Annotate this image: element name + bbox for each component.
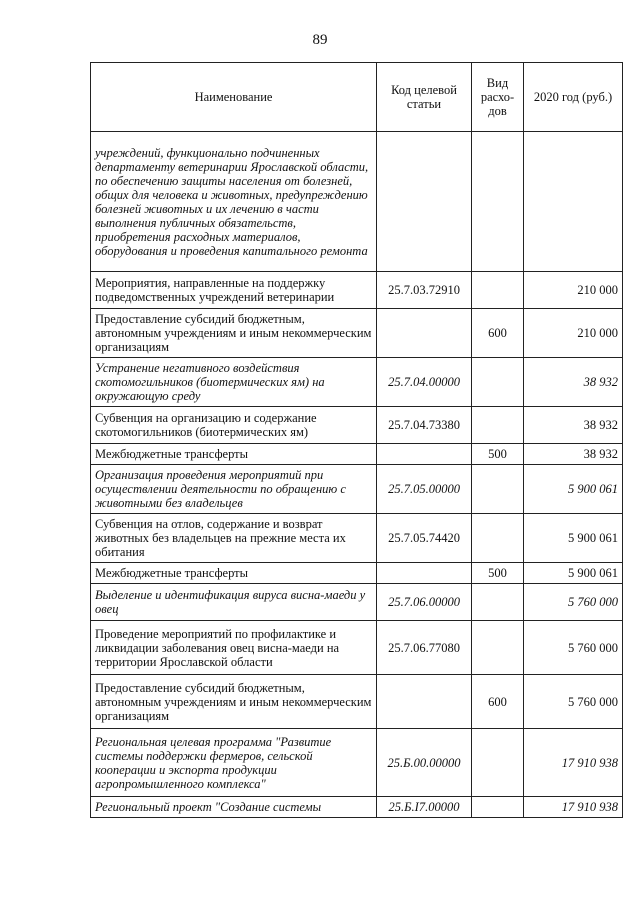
cell-vid [472,797,524,818]
table-row [91,309,623,358]
cell-name: Межбюджетные трансферты [91,563,377,584]
header-code: Код целевой статьи [377,63,472,132]
cell-name: Региональная целевая программа "Развитие системы поддержки фермеров, сельской кооперации и экспорта продукции агропромышленного комплекса" [91,729,377,797]
table-row [91,272,623,309]
cell-sum: 210 000 [524,272,623,309]
cell-vid: 500 [472,444,524,465]
cell-sum: 38 932 [524,358,623,407]
cell-sum [524,132,623,272]
cell-name: Мероприятия, направленные на поддержку подведомственных учреждений ветеринарии [91,272,377,309]
cell-vid [472,621,524,675]
cell-name: Предоставление субсидий бюджетным, автономным учреждениям и иным некоммерческим организациям [91,675,377,729]
cell-sum: 5 760 000 [524,621,623,675]
cell-name: Устранение негативного воздействия скотомогильников (биотермических ям) на окружающую среду [91,358,377,407]
cell-vid [472,358,524,407]
cell-code [377,563,472,584]
table-header-row [91,63,623,132]
cell-vid: 600 [472,309,524,358]
cell-code [377,444,472,465]
table-row [91,358,623,407]
cell-vid [472,407,524,444]
cell-name: Межбюджетные трансферты [91,444,377,465]
cell-name: Выделение и идентификация вируса висна-маеди у овец [91,584,377,621]
cell-name: Региональный проект "Создание системы [91,797,377,818]
cell-sum: 38 932 [524,407,623,444]
cell-vid [472,729,524,797]
cell-sum: 17 910 938 [524,797,623,818]
table-row [91,407,623,444]
cell-code: 25.7.05.00000 [377,465,472,514]
cell-name: учреждений, функционально подчиненных департаменту ветеринарии Ярославской области, по обеспечению защиты населения от болезней, общих для человека и животных, предупреждению болезней животных и их лечению в части выполнения публичных обязательств, приобретения расходных материалов, оборудования и проведения капитального ремонта [91,132,377,272]
cell-code: 25.7.04.73380 [377,407,472,444]
cell-code: 25.7.06.00000 [377,584,472,621]
cell-sum: 5 900 061 [524,563,623,584]
table-row [91,797,623,818]
cell-name: Субвенция на организацию и содержание скотомогильников (биотермических ям) [91,407,377,444]
cell-code: 25.7.05.74420 [377,514,472,563]
cell-sum: 5 900 061 [524,465,623,514]
table-row [91,729,623,797]
table-row [91,444,623,465]
cell-code: 25.7.06.77080 [377,621,472,675]
cell-code: 25.Б.00.00000 [377,729,472,797]
table-row [91,563,623,584]
cell-sum: 17 910 938 [524,729,623,797]
table-row [91,132,623,272]
header-sum: 2020 год (руб.) [524,63,623,132]
cell-sum: 210 000 [524,309,623,358]
table-row [91,514,623,563]
cell-vid [472,584,524,621]
cell-code [377,132,472,272]
cell-name: Субвенция на отлов, содержание и возврат животных без владельцев на прежние места их обитания [91,514,377,563]
cell-name: Организация проведения мероприятий при осуществлении деятельности по обращению с животными без владельцев [91,465,377,514]
table-row [91,621,623,675]
table-body [91,132,623,818]
cell-code [377,675,472,729]
cell-sum: 38 932 [524,444,623,465]
cell-sum: 5 900 061 [524,514,623,563]
budget-table [90,62,623,818]
cell-code: 25.Б.I7.00000 [377,797,472,818]
page-number: 89 [312,32,328,48]
cell-vid: 500 [472,563,524,584]
table-row [91,675,623,729]
cell-vid: 600 [472,675,524,729]
header-vid: Вид расхо-дов [472,63,524,132]
cell-vid [472,514,524,563]
cell-vid [472,132,524,272]
table-row [91,584,623,621]
cell-sum: 5 760 000 [524,584,623,621]
cell-name: Предоставление субсидий бюджетным, автономным учреждениям и иным некоммерческим организациям [91,309,377,358]
header-name: Наименование [91,63,377,132]
cell-vid [472,465,524,514]
cell-code: 25.7.03.72910 [377,272,472,309]
cell-code [377,309,472,358]
table-row [91,465,623,514]
cell-name: Проведение мероприятий по профилактике и ликвидации заболевания овец висна-маеди на территории Ярославской области [91,621,377,675]
cell-code: 25.7.04.00000 [377,358,472,407]
cell-vid [472,272,524,309]
cell-sum: 5 760 000 [524,675,623,729]
